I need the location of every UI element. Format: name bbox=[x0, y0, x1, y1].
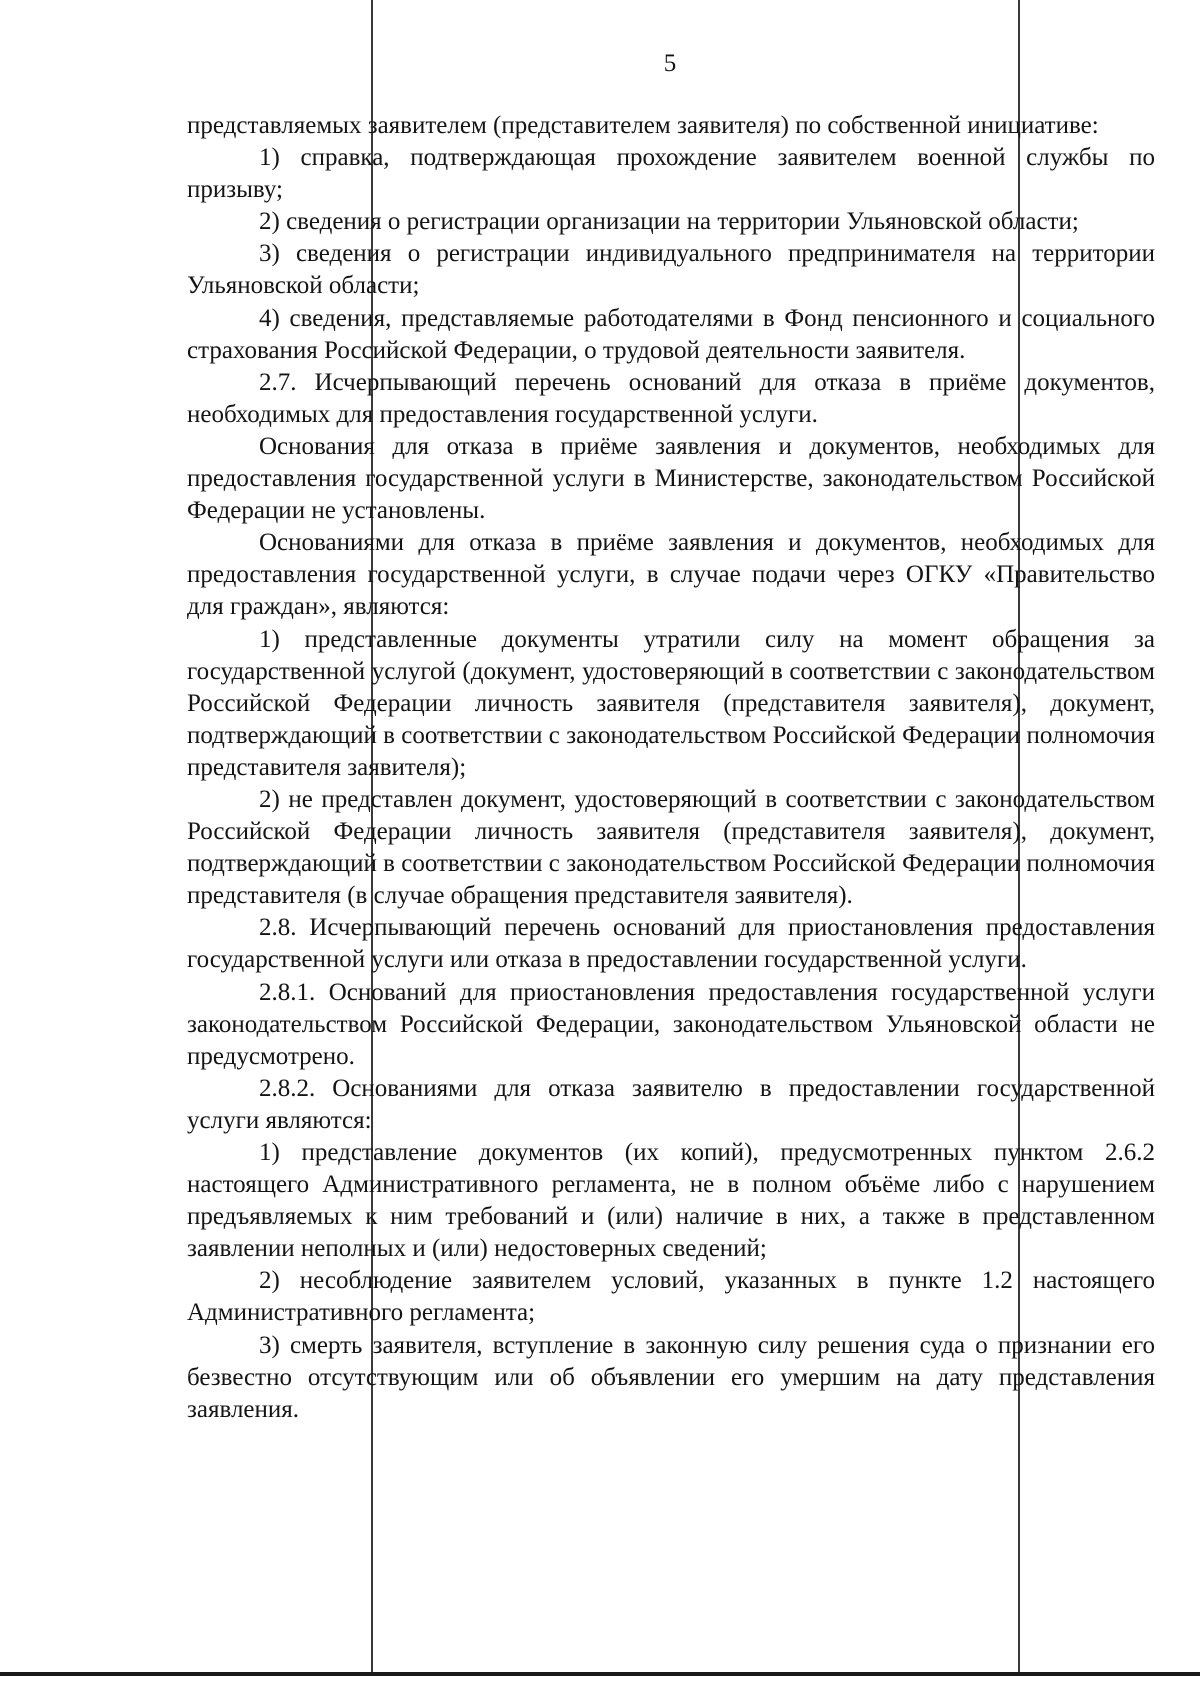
list-item-conditions-not-met: 2) несоблюдение заявителем условий, указанных в пункте 1.2 настоящего Административного регламента; bbox=[187, 1267, 1155, 1327]
section-2-8-heading: 2.8. Исчерпывающий перечень оснований для приостановления предоставления государственной услуги или отказа в предоставлении государственной услуги. bbox=[187, 914, 1155, 974]
list-item-labour-activity: 4) сведения, представляемые работодателями в Фонд пенсионного и социального страхования Российской Федерации, о трудовой деятельности заявителя. bbox=[187, 304, 1155, 364]
scan-artifact-bottom-edge bbox=[0, 1672, 1200, 1676]
list-item-document-not-submitted: 2) не представлен документ, удостоверяющий в соответствии с законодательством Российской Федерации личность заявителя (представителя заявителя), документ, подтверждающий в соответствии с законодательством Российской Федерации полномочия представителя (в случае обращения представителя заявителя). bbox=[187, 785, 1155, 910]
page-number: 5 bbox=[663, 50, 677, 77]
list-item-documents-expired: 1) представленные документы утратили силу на момент обращения за государственной услугой (документ, удостоверяющий в соответствии с законодательством Российской Федерации личность заявителя (представителя заявителя), документ, подтверждающий в соответствии с законодательством Российской Федерации полномочия представителя заявителя); bbox=[187, 625, 1155, 781]
list-item-entrepreneur-registration: 3) сведения о регистрации индивидуального предпринимателя на территории Ульяновской области; bbox=[187, 240, 1155, 300]
document-body bbox=[187, 110, 1155, 1426]
list-item-certificate-military: 1) справка, подтверждающая прохождение заявителем военной службы по призыву; bbox=[187, 144, 1155, 204]
list-item-death-of-applicant: 3) смерть заявителя, вступление в законную силу решения суда о признании его безвестно отсутствующим или об объявлении его умершим на дату представления заявления. bbox=[187, 1331, 1155, 1423]
paragraph-ogku-grounds: Основаниями для отказа в приёме заявления и документов, необходимых для предоставления государственной услуги, в случае подачи через ОГКУ «Правительство для граждан», являются: bbox=[187, 529, 1155, 621]
section-2-8-2: 2.8.2. Основаниями для отказа заявителю в предоставлении государственной услуги являются: bbox=[187, 1074, 1155, 1134]
section-2-7-heading: 2.7. Исчерпывающий перечень оснований для отказа в приёме документов, необходимых для предоставления государственной услуги. bbox=[187, 368, 1155, 428]
paragraph-continuation: представляемых заявителем (представителем заявителя) по собственной инициативе: bbox=[187, 112, 1099, 139]
list-item-incomplete-documents: 1) представление документов (их копий), предусмотренных пунктом 2.6.2 настоящего Административного регламента, не в полном объёме либо с нарушением предъявляемых к ним требований и (или) наличие в них, а также в представленном заявлении неполных и (или) недостоверных сведений; bbox=[187, 1139, 1155, 1263]
list-item-organization-registration: 2) сведения о регистрации организации на территории Ульяновской области; bbox=[259, 208, 1079, 236]
paragraph-ministry-grounds: Основания для отказа в приёме заявления и документов, необходимых для предоставления государственной услуги в Министерстве, законодательством Российской Федерации не установлены. bbox=[187, 432, 1155, 525]
section-2-8-1: 2.8.1. Оснований для приостановления предоставления государственной услуги законодательством Российской Федерации, законодательством Ульяновской области не предусмотрено. bbox=[187, 978, 1155, 1070]
